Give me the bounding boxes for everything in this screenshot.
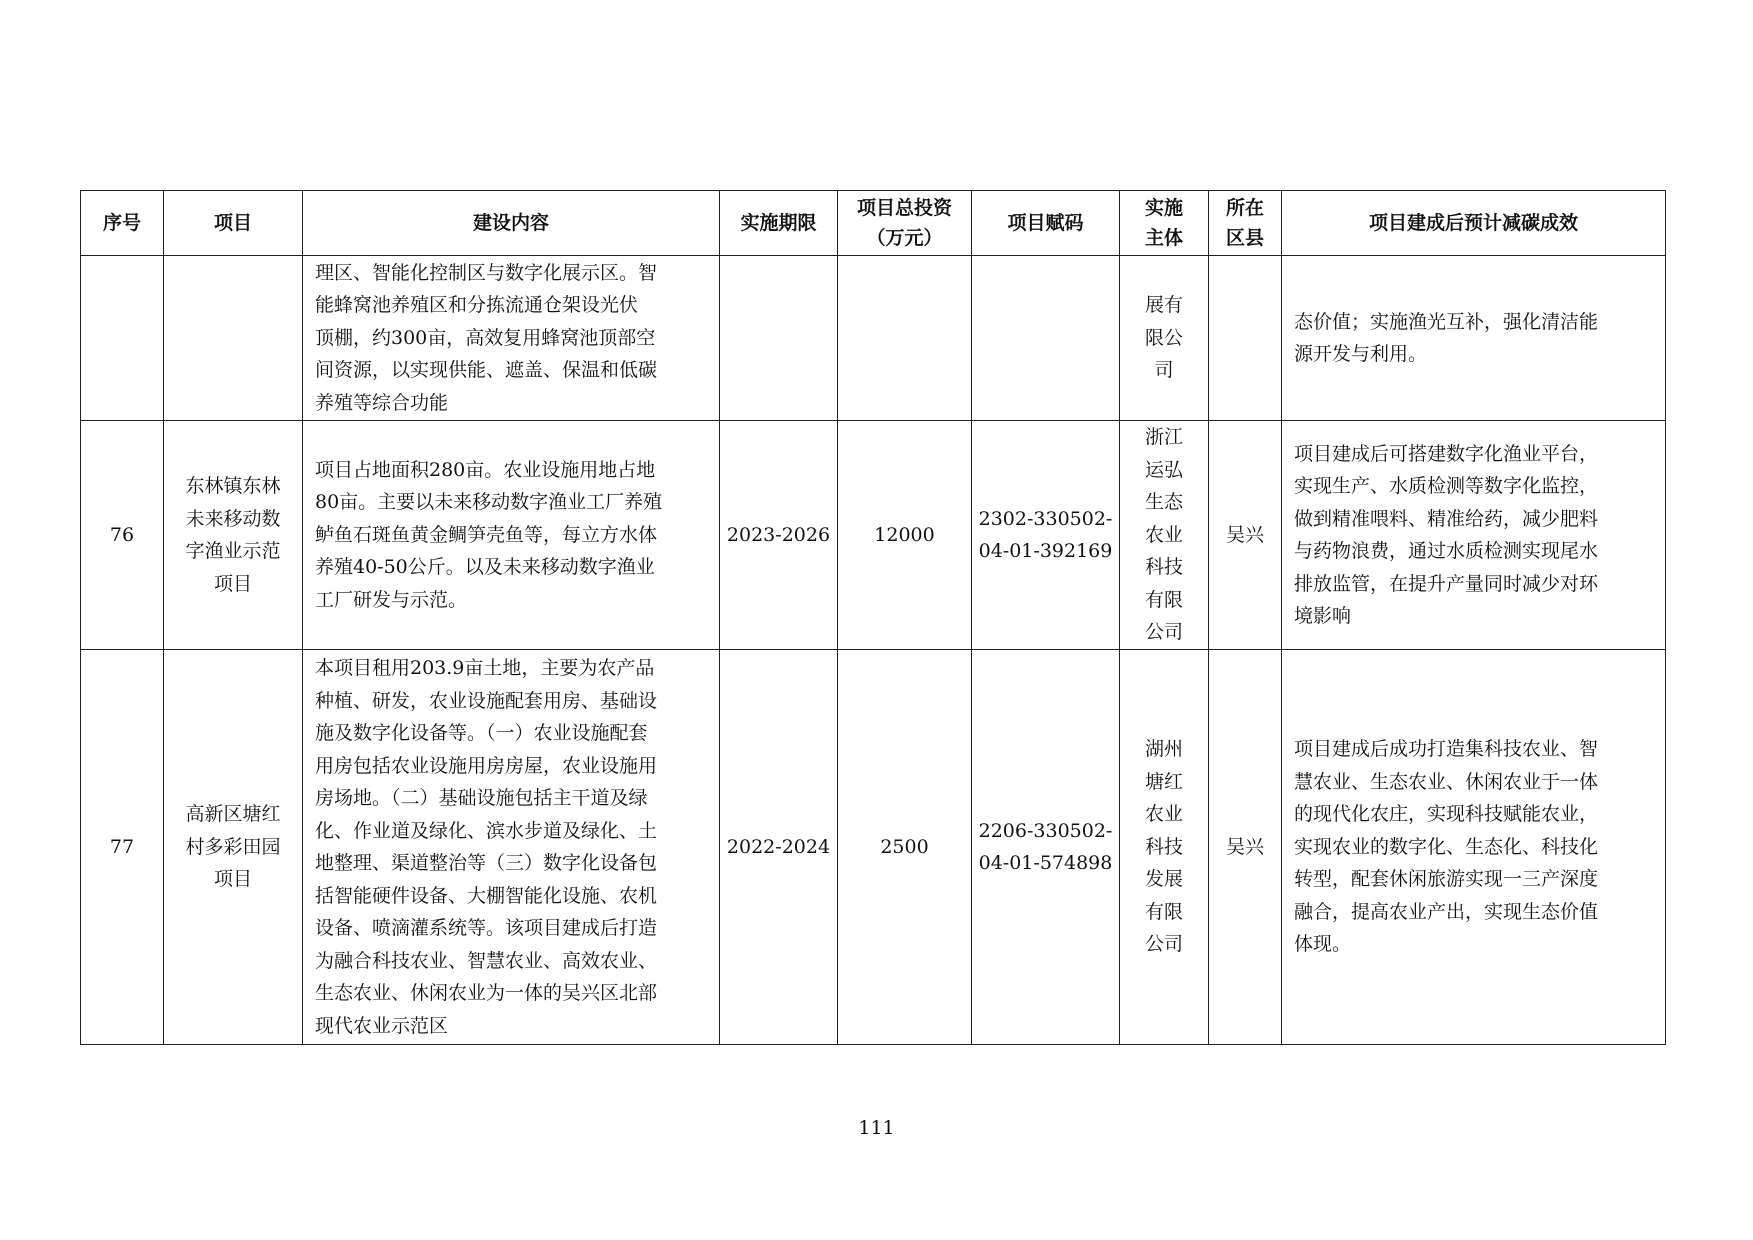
cell-content — [303, 650, 720, 1045]
header-line: 实施 — [1144, 197, 1183, 219]
header-line: 项目总投资 — [856, 197, 952, 219]
text-line: 本项目租用203.9亩土地，主要为农产品 — [315, 657, 655, 679]
text-line: 农业 — [1144, 803, 1183, 826]
header-line: 主体 — [1144, 227, 1183, 249]
text-line: 化、作业道及绿化、滨水步道及绿化、土 — [315, 819, 658, 842]
cell-project — [164, 256, 303, 421]
text-line: 转型，配套休闲旅游实现一三产深度 — [1294, 868, 1599, 891]
text-line: 项目 — [213, 868, 252, 891]
text-line: 80亩。主要以未来移动数字渔业工厂养殖 — [315, 491, 663, 514]
cell-period: 2022-2024 — [720, 650, 838, 1045]
header-investment — [838, 191, 972, 256]
cell-effect — [1282, 421, 1666, 650]
text-line: 施及数字化设备等。（一）农业设施配套 — [315, 722, 648, 744]
header-code — [972, 191, 1120, 256]
text-line: 湖州 — [1144, 738, 1183, 761]
cell-district — [1209, 256, 1282, 421]
text-line: 村多彩田园 — [185, 835, 281, 858]
cell-investment — [838, 256, 972, 421]
text-line: 农业 — [1144, 523, 1183, 546]
text-line: 发展 — [1144, 868, 1183, 891]
header-content — [303, 191, 720, 256]
header-line: 区县 — [1225, 227, 1264, 249]
header-line: 项目 — [213, 212, 252, 234]
header-entity — [1120, 191, 1209, 256]
table-row — [81, 421, 1666, 650]
cell-period — [720, 256, 838, 421]
project-table — [80, 190, 1666, 1045]
text-line: 04-01-574898 — [978, 852, 1113, 874]
text-line: 高新区塘红 — [185, 803, 281, 826]
text-line: 与药物浪费，通过水质检测实现尾水 — [1294, 540, 1599, 562]
cell-code — [972, 421, 1120, 650]
text-line: 排放监管，在提升产量同时减少对环 — [1294, 572, 1599, 595]
text-line: 养殖等综合功能 — [315, 391, 449, 414]
cell-content — [303, 256, 720, 421]
cell-seq — [81, 256, 164, 421]
header-line: 实施期限 — [740, 212, 817, 234]
text-line: 2206-330502- — [978, 819, 1113, 842]
header-line: 序号 — [102, 212, 141, 234]
text-line: 工厂研发与示范。 — [315, 588, 468, 611]
text-line: 有限 — [1144, 900, 1183, 923]
cell-investment: 2500 — [838, 650, 972, 1045]
text-line: 司 — [1154, 359, 1174, 382]
header-period — [720, 191, 838, 256]
header-seq — [81, 191, 164, 256]
cell-district: 吴兴 — [1209, 421, 1282, 650]
text-line: 实现农业的数字化、生态化、科技化 — [1294, 835, 1599, 858]
text-line: 种植、研发，农业设施配套用房、基础设 — [315, 689, 658, 712]
text-line: 慧农业、生态农业、休闲农业于一体 — [1294, 770, 1599, 793]
text-line: 2302-330502- — [978, 507, 1113, 530]
cell-entity — [1120, 650, 1209, 1045]
text-line: 未来移动数 — [185, 507, 281, 530]
header-effect — [1282, 191, 1666, 256]
cell-district: 吴兴 — [1209, 650, 1282, 1045]
text-line: 括智能硬件设备、大棚智能化设施、农机 — [315, 884, 658, 907]
cell-effect — [1282, 650, 1666, 1045]
header-line: 所在 — [1225, 197, 1264, 219]
text-line: 顶棚，约300亩，高效复用蜂窝池顶部空 — [315, 326, 656, 349]
text-line: 境影响 — [1294, 605, 1352, 627]
page-number: 111 — [858, 1117, 895, 1139]
text-line: 04-01-392169 — [978, 540, 1113, 562]
cell-seq: 77 — [81, 650, 164, 1045]
text-line: 东林镇东林 — [185, 475, 281, 497]
text-line: 塘红 — [1144, 770, 1183, 793]
header-line: （万元） — [866, 227, 943, 249]
text-line: 实现生产、水质检测等数字化监控， — [1294, 475, 1599, 497]
cell-effect — [1282, 256, 1666, 421]
cell-project — [164, 421, 303, 650]
text-line: 能蜂窝池养殖区和分拣流通仓架设光伏 — [315, 294, 639, 317]
cell-code — [972, 650, 1120, 1045]
text-line: 生态 — [1144, 491, 1183, 514]
text-line: 体现。 — [1294, 933, 1352, 956]
text-line: 项目 — [213, 572, 252, 595]
text-line: 公司 — [1144, 621, 1183, 644]
header-row — [81, 191, 1666, 256]
header-line: 项目建成后预计减碳成效 — [1368, 212, 1578, 234]
text-line: 地整理、渠道整治等（三）数字化设备包 — [315, 852, 658, 874]
cell-project — [164, 650, 303, 1045]
text-line: 有限 — [1144, 588, 1183, 611]
text-line: 字渔业示范 — [185, 540, 281, 562]
header-project — [164, 191, 303, 256]
text-line: 房场地。（二）基础设施包括主干道及绿 — [315, 787, 648, 809]
text-line: 展有 — [1144, 294, 1183, 317]
text-line: 浙江 — [1144, 426, 1183, 449]
cell-investment: 12000 — [838, 421, 972, 650]
header-line: 项目赋码 — [1007, 212, 1084, 234]
text-line: 鲈鱼石斑鱼黄金鲷笋壳鱼等，每立方水体 — [315, 523, 658, 546]
text-line: 理区、智能化控制区与数字化展示区。智 — [315, 261, 658, 284]
text-line: 态价值；实施渔光互补，强化清洁能 — [1294, 310, 1599, 333]
text-line: 现代农业示范区 — [315, 1014, 449, 1037]
text-line: 项目建成后成功打造集科技农业、智 — [1294, 738, 1599, 761]
cell-content — [303, 421, 720, 650]
header-district — [1209, 191, 1282, 256]
text-line: 为融合科技农业、智慧农业、高效农业、 — [315, 949, 658, 972]
text-line: 生态农业、休闲农业为一体的吴兴区北部 — [315, 982, 658, 1004]
text-line: 科技 — [1144, 556, 1183, 579]
text-line: 的现代化农庄，实现科技赋能农业， — [1294, 803, 1599, 826]
header-line: 建设内容 — [472, 212, 549, 234]
cell-period: 2023-2026 — [720, 421, 838, 650]
text-line: 用房包括农业设施用房房屋，农业设施用 — [315, 754, 658, 777]
text-line: 项目建成后可搭建数字化渔业平台， — [1294, 442, 1599, 465]
text-line: 源开发与利用。 — [1294, 343, 1428, 365]
table-row — [81, 650, 1666, 1045]
text-line: 运弘 — [1144, 458, 1183, 481]
text-line: 设备、喷滴灌系统等。该项目建成后打造 — [315, 917, 658, 939]
cell-code — [972, 256, 1120, 421]
text-line: 公司 — [1144, 933, 1183, 956]
cell-entity — [1120, 256, 1209, 421]
text-line: 项目占地面积280亩。农业设施用地占地 — [315, 458, 656, 481]
text-line: 融合，提高农业产出，实现生态价值 — [1294, 900, 1599, 923]
text-line: 科技 — [1144, 835, 1183, 858]
cell-seq: 76 — [81, 421, 164, 650]
cell-entity — [1120, 421, 1209, 650]
text-line: 养殖40-50公斤。以及未来移动数字渔业 — [315, 556, 655, 579]
text-line: 做到精准喂料、精准给药，减少肥料 — [1294, 507, 1599, 530]
text-line: 限公 — [1144, 326, 1183, 349]
table-row — [81, 256, 1666, 421]
text-line: 间资源，以实现供能、遮盖、保温和低碳 — [315, 359, 658, 382]
